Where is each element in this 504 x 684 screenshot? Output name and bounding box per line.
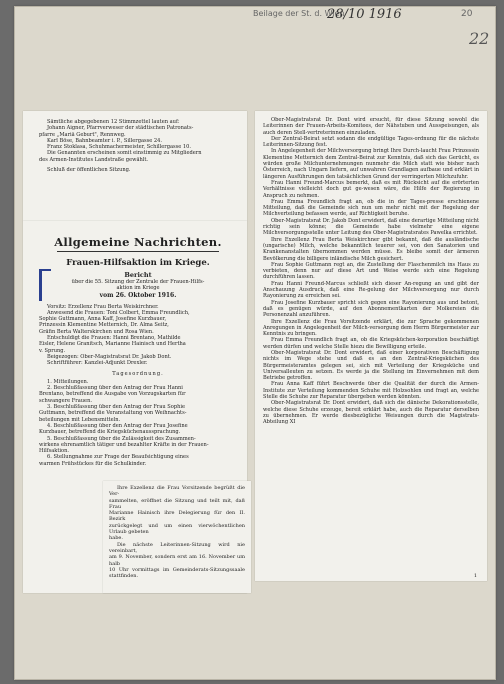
closing-line: am 9. November, sondern erst am 16. November um halb [109, 554, 245, 567]
agenda-line: 5. Beschlußfassung über die Zulässigkeit des Zusammen- [47, 435, 196, 442]
paragraph: Frau Anna Kaff führt Beschwerde über die Qualität der durch die Armen-Institute zur Verteilung kommenden Schuhe mit Holzsohlen und fragt an, welche Stelle die Schuhe zur Reparatur übergeben werden könnten. [263, 381, 479, 401]
intro-line: aktion im Kriege [116, 285, 160, 292]
session-date: vom 26. Oktober 1916. [99, 291, 177, 299]
paragraph: Ober-Magistratsrat Dr. Jakob Dont erwidert, daß eine derartige Mitteilung nicht richtig sein könne; die Gemeinde habe vielmehr eine eigene Milchversorgungsstelle unter Leitung des Ober-Magistratsrates Pawelka errichtet. [263, 217, 479, 237]
scanned-page [14, 6, 496, 680]
agenda-line: Guttmann, betreffend die Veranstaltung von Weihnachts- [39, 410, 187, 417]
clip-line: Franz Stoklasa, Schuhmachermeister, Schillergasse 10. [47, 144, 191, 151]
member-line: Beigezogen: Ober-Magistratsrat Dr. Jakob Dont. [47, 353, 172, 360]
member-line: Gräfin Berta Walterskirchen und Rosa Wien. [39, 328, 154, 335]
agenda-line: warmen Frühstückes für die Schulkinder. [39, 460, 147, 467]
folio-number: 22 [469, 29, 490, 48]
clip-line: Schluß der öffentlichen Sitzung. [47, 167, 131, 174]
clip-line: pfarre „Mariä Geburt", Rennweg. [39, 131, 126, 138]
clip-line: Johann Aigner, Pfarrverweser der städtischen Patronats- [47, 125, 194, 132]
article-title: Frauen-Hilfsaktion im Kriege. [66, 258, 210, 268]
member-line: Eisler, Helene Granitsch, Marianne Hainisch und Hertha [39, 341, 186, 348]
archive-stamp: Beilage der St. d. Wien [253, 9, 345, 18]
heading-rule [57, 251, 219, 252]
paragraph: Ober-Magistratsrat Dr. Dont wird ersucht, für diese Sitzung sowohl die Leiterinnen der Frauen-Arbeits-Komitees, der Nähstuben und Ausspeisungen, als auch deren Stell-vertreterinnen einzuladen. [263, 117, 479, 136]
closing-line: 10 Uhr vormittags im Gemeinderats-Sitzungssaale stattfinden. [109, 566, 245, 580]
agenda-line: 4. Beschlußfassung über den Antrag der Frau Josefine [47, 422, 188, 429]
closing-line: zurückgelegt und um einen vierwöchentlichen Urlaub gebeten [109, 522, 245, 536]
clip-line: Die Genannten erscheinen somit einstimmig zu Mitgliedern [47, 150, 202, 157]
agenda-line: 2. Beschlußfassung über den Antrag der Frau Hanni [47, 385, 183, 392]
closing-line: Die nächste Leiterinnen-Sitzung wird nie vereinbart, [109, 541, 245, 554]
agenda-line: wirkens ehrenamtlich tätiger und bezahlter Kräfte in der Frauen- [39, 441, 209, 448]
paragraph: Frau Josefine Kurzbauer spricht sich gegen eine Rayonierung aus und betont, daß es genügen würde, auf den Abonnementkarten der Molkereien die Personenzahl anzuführen. [263, 299, 479, 319]
intro-line: über die 55. Sitzung der Zentrale der Frauen-Hilfs- [71, 279, 205, 285]
pencil-mark [39, 269, 42, 301]
member-line: Anwesend die Frauen: Toni Colbert, Emma Freundlich, [47, 309, 190, 316]
paragraph: Frau Hanni Freund-Marcus schließt sich dieser An-regung an und gibt der Anschauung Ausdruck, daß eine Re-gelung der Milchversorgung nur durch Rayonierung zu erreichen sei. [263, 280, 479, 300]
member-line: Sophie Guttmann, Anna Kaff, Josefine Kurzbauer, [39, 316, 167, 323]
section-heading: Allgemeine Nachrichten. [54, 235, 222, 249]
clip-line: Karl Böse, Bahnbeamter i. P., Sillergasse 24. [47, 137, 163, 144]
closing-line: habe. [109, 535, 123, 542]
agenda-title: Tagesordnung. [112, 370, 164, 377]
agenda-line: schwangere Frauen. [39, 397, 92, 404]
agenda-line: Brentano, betreffend die Ausgabe von Vorzugskarten für [39, 391, 186, 398]
agenda-line: beteilungen mit Lebensmitteln. [39, 416, 121, 423]
agenda-line: Hilfsaktion. [39, 448, 69, 455]
agenda-line: Kurzbauer, betreffend die Kriegsküchenaussprachung. [39, 429, 181, 436]
clip-line: Sämtliche abgegebenen 12 Stimmzettel lauten auf: [47, 119, 180, 125]
column-mark: 1 [473, 572, 477, 579]
clip-line: des Armen-Institutes Landstraße gewählt. [39, 156, 149, 163]
paragraph: Ihre Exzellenz die Frau Vorsitzende erklärt, die zur Sprache gekommenen Anregungen in Angelegenheit der Milch-versorgung dem Herrn Bürgermeister zur Kenntnis zu bringen. [263, 318, 479, 338]
member-line: v. Sprung. [39, 347, 66, 354]
page-number: 20 [461, 9, 473, 19]
agenda-line: 1. Mitteilungen. [47, 378, 89, 385]
closing-line: Marianne Hainisch ihre Delegierung für den II. Bezirk [109, 510, 245, 523]
paragraph: Ihre Exzellenz Frau Berta Weiskirchner gibt bekannt, daß die ausländische (ungarische) Milch, welche bekanntlich teuerer sei, von den Sanatorien und Krankenanstalten übernommen werden müsse. Es bleibe somit der ärmeren Bevölkerung die billigere inländische Milch gesichert. [263, 236, 479, 262]
right-column-clipping [255, 111, 487, 581]
closing-line: Ihre Exzellenz die Frau Vorsitzende begrüßt die Ver- [109, 485, 245, 498]
agenda-line: 3. Beschlußfassung über den Antrag der Frau Sophie [47, 404, 186, 411]
member-line: Vorsitz: Erzellenz Frau Berta Weiskirchner. [47, 303, 159, 310]
paragraph: Frau Emma Freundlich fragt an, ob die in der Tages-presse erschienene Mitteilung, daß die Gemeinde sich nun um mehr nicht mit der Regelung der Milchverteilung befassen werde, auf Richtigkeit beruhe. [263, 198, 479, 218]
paragraph: In Angelegenheit der Milchversorgung bringt Ihre Durch-laucht Frau Prinzessin Klementine Metternich dem Zentral-Beirat zur Kenntnis, daß sich das Gerücht, es würden große Milchunternehmungen nunmehr die Milch statt wie bisher nach Österreich, nach Ungarn liefern, auf unwahren Grundlagen aufbaue und erklärt in längeren Ausführungen den tatsächlichen Grund der verringerten Milchzufuhr. [263, 148, 479, 180]
member-line: Prinzessin Klementine Metternich, Dr. Alma Seitz, [39, 322, 169, 329]
top-clipping [23, 111, 247, 221]
closing-line: sammelten, eröffnet die Sitzung und teilt mit, daß Frau [109, 497, 245, 510]
handwritten-date: 28/10 1916 [327, 7, 402, 22]
closing-clipping [103, 481, 251, 593]
report-label: Bericht [124, 271, 152, 279]
paragraph: Ober-Magistratsrat Dr. Dont erwidert, daß einer korporativen Beschäftigung nichts im Wege stehe und daß es an den Zentral-Kriegsküchen des Bürgermeisteramtes gelegen sei, sich mit Verteilung der Kriegsküche und Universalleuten zu setzen. Es werde ja die Stellung im Einvernehmen mit dem Betriebe getroffen. [263, 349, 479, 382]
paragraph: Frau Sophie Guttmann regt an, die Zustellung der Flaschenmilch ins Haus zu verbieten, denn nur auf diese Art und Weise werde sich eine Regelung durchführen lassen. [263, 261, 479, 281]
member-line: Entschuldigt die Frauen: Hanni Brentano, Mathilde [47, 335, 181, 342]
paragraph: Ober-Magistratsrat Dr. Dont erwidert, daß sich die dänische Dekorationsstelle, welche diese Schuhe erzeuge, bereit erklärt habe, auch die Reparatur derselben zu übernehmen. Er werde diesbezügliche Weisungen durch die Magistrats-Abteilung XI [263, 400, 479, 426]
paragraph: Frau Emma Freundlich fragt an, ob die Kriegsküchen-korporation beschäftigt werden dürfen und welche Stelle hiezu die Bewilligung erteile. [263, 337, 479, 350]
paragraph: Der Zentral-Beirat setzt sodann die endgültige Tages-ordnung für die nächste Leiterinnen-Sitzung fest. [263, 135, 479, 149]
paragraph: Frau Hanni Freund-Marcus bemerkt, daß es mit Rücksicht auf die erörterten Verhältnisse vielleicht doch gut ge-wesen wäre, die Hilfe der Regierung in Anspruch zu nehmen. [263, 179, 479, 199]
agenda-line: 6. Stellungnahme zur Frage der Beaufsichtigung eines [47, 454, 189, 461]
member-line: Schriftführer: Kanzlei-Adjunkt Drexler. [47, 360, 148, 367]
